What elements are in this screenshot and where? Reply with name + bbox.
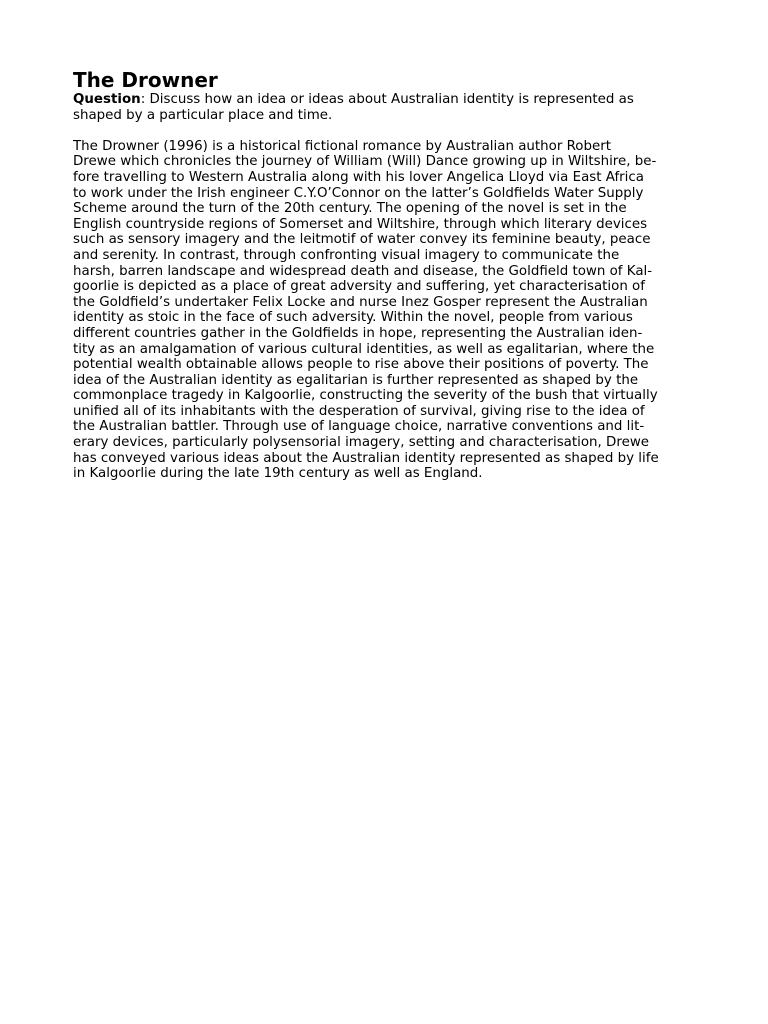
body-line: potential wealth obtainable allows people to rise above their positions of poverty. The [73, 357, 649, 373]
body-line: Drewe which chronicles the journey of William (Will) Dance growing up in Wiltshire, be- [73, 154, 657, 170]
question-label: Question [73, 92, 141, 107]
question-text-continued: shaped by a particular place and time. [73, 107, 333, 123]
body-line: The Drowner (1996) is a historical fictional romance by Australian author Robert [73, 138, 611, 154]
body-line: idea of the Australian identity as egalitarian is further represented as shaped by the [73, 372, 639, 388]
body-line: English countryside regions of Somerset and Wiltshire, through which literary devices [73, 216, 648, 232]
body-line: erary devices, particularly polysensorial imagery, setting and characterisation, Drewe [73, 435, 650, 451]
document-page [73, 68, 698, 482]
question-paragraph [73, 92, 698, 123]
body-line: to work under the Irish engineer C.Y.O’Connor on the latter’s Goldfields Water Supply [73, 185, 644, 201]
body-line: and serenity. In contrast, through confronting visual imagery to communicate the [73, 247, 620, 263]
body-line: has conveyed various ideas about the Australian identity represented as shaped by life [73, 450, 659, 466]
document-title: The Drowner [73, 68, 218, 92]
body-line: in Kalgoorlie during the late 19th century as well as England. [73, 466, 483, 482]
body-line: harsh, barren landscape and widespread death and disease, the Goldfield town of Kal- [73, 263, 653, 279]
body-line: fore travelling to Western Australia along with his lover Angelica Lloyd via East Africa [73, 169, 644, 185]
body-paragraph [73, 139, 698, 482]
body-line: goorlie is depicted as a place of great adversity and suffering, yet characterisation of [73, 279, 645, 295]
body-line: unified all of its inhabitants with the desperation of survival, giving rise to the idea of [73, 403, 645, 419]
body-line: tity as an amalgamation of various cultural identities, as well as egalitarian, where the [73, 341, 655, 357]
question-text: : Discuss how an idea or ideas about Australian identity is represented as [140, 92, 634, 107]
body-line: such as sensory imagery and the leitmotif of water convey its feminine beauty, peace [73, 232, 651, 248]
body-line: identity as stoic in the face of such adversity. Within the novel, people from various [73, 310, 633, 326]
body-line: the Australian battler. Through use of language choice, narrative conventions and lit- [73, 419, 645, 435]
body-line: Scheme around the turn of the 20th century. The opening of the novel is set in the [73, 201, 627, 217]
question-line-1 [73, 92, 698, 108]
body-line: the Goldfield’s undertaker Felix Locke and nurse Inez Gosper represent the Australian [73, 294, 648, 310]
body-line: different countries gather in the Goldfields in hope, representing the Australian iden- [73, 325, 643, 341]
body-line: commonplace tragedy in Kalgoorlie, constructing the severity of the bush that virtually [73, 388, 658, 404]
